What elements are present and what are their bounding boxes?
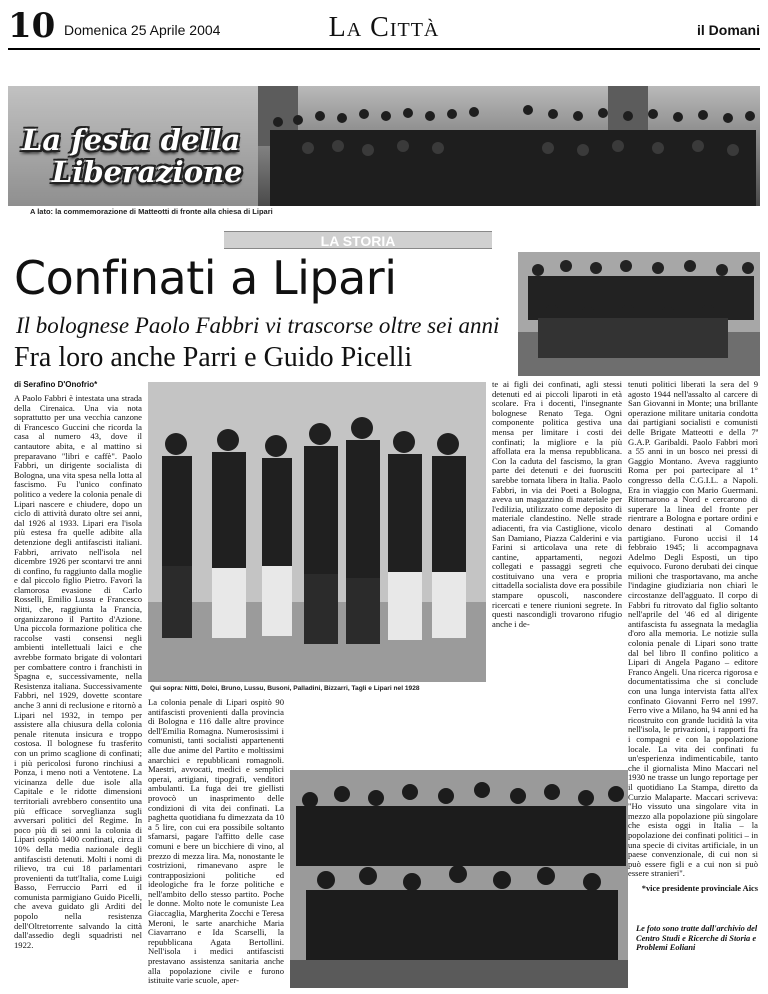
issue-date: Domenica 25 Aprile 2004 <box>64 22 221 38</box>
festa-line-1: La festa della <box>22 123 241 157</box>
article-column-1 <box>14 394 142 988</box>
column-4-text: tenuti politici liberati la sera del 9 agosto 1944 nell'assalto al carcere di San Giovanni in Monte; una brillante operazione militare unitaria condotta dai partigiani socialisti e comunisti delle Brigate Matteotti e della 7ª G.A.P. Garibaldi. Paolo Fabbri morì a 55 anni in un bosco nei pressi di Gaggio Montano. Aveva raggiunto Roma per poi partecipare al 1° congresso della C.G.I.L. a Napoli. Era in viaggio con Mario Guermani. Ritornarono a Nord e cercarono di superare la linea del fronte per rientrare a Bologna e portare ordini e denaro destinati al Comando partigiano. Furono uccisi il 14 febbraio 1945; li accompagnava Adelmo Degli Esposti, un tipo equivoco. Furono derubati dei cinque milioni che trasportavano, ma anche l'indagine giudiziaria non chiarì le circostanze dell'agguato. Il corpo di Fabbri fu ritrovato dal figlio soltanto nell'aprile del '46 ed al dirigente antifascista fu assegnata la medaglia d'oro alla memoria. Le notizie sulla colonia penale di Lipari sono tratte dal bel libro Il confino politico a Lipari di Angela Pagano – editore Franco Angeli. Una ricerca rigorosa e documentatissima che si conclude con una lunga intervista fatta all'ex confinato Giovanni Ferro nel 1997. Ferro vive a Milano, ha 94 anni ed ha ricostruito con grande lucidità la vita nell'isola, le privazioni, i rapporti fra i compagni e con la popolazione locale. La vita dei confinati fu un'esperienza indimenticabile, tanto che il giornalista Mino Maccari nel 1930 ne trasse un lungo reportage per il quotidiano La Stampa, diretto da Curzio Malaparte. Maccari scriveva: "Ho vissuto una singolare vita in mezzo alla popolazione più singolare che esista oggi in Italia – la popolazione dei confinati politici – in una specie di civitas artificiale, in un paese convenzionale, di cui non si può essere figli e a cui non si può essere stranieri". <box>628 380 758 879</box>
top-photo-caption <box>30 207 273 216</box>
newspaper-logo: il Domani <box>696 22 760 38</box>
article-column-2 <box>148 698 284 988</box>
article-headline: Fra loro anche Parri e Guido Picelli <box>14 342 413 373</box>
page-number: 10 <box>8 6 56 46</box>
large-crowd-photo-graphic <box>290 770 628 988</box>
column-3-text: te ai figli dei confinati, agli stessi detenuti ed ai piccoli liparoti in età scolare. Fra i docenti, l'insegnante bolognese Renato Tega. Ogni componente politica gestiva una mensa per limitare i costi dei confinati; la migliore e la più affollata era la mensa repubblicana. Con la caduta del fascismo, la gran parte dei detenuti e dei fuorusciti sarebbe tornata libera in Italia. Paolo Fabbri, in via dei Poeti a Bologna, aveva un magazzino di materiale per l'edilizia, utilizzato come deposito di materiale clandestino. Nelle strade adiacenti, fra via Castiglione, vicolo San Damiano, Piazza Calderini e via Farini si articolava una rete di cantine, appartamenti, negozi collegati e passaggi segreti che costituivano una vera e propria cittadella socialista dove era possibile stampare opuscoli, nascondere ricercati e tenere riunioni segrete. In questi nascondigli trovarono rifugio anche i de- <box>492 380 622 629</box>
author-signature: *vice presidente provinciale Aics <box>641 884 758 893</box>
group-photo-graphic <box>518 252 760 376</box>
standing-men-photo-graphic <box>148 382 486 682</box>
festa-line-2: Liberazione <box>52 155 243 189</box>
caption-text: la commemorazione di Matteotti di fronte alla chiesa di Lipari <box>55 207 273 216</box>
caption-prefix: A lato: <box>30 207 54 216</box>
photo-large-crowd <box>290 770 628 988</box>
article-subtitle: Il bolognese Paolo Fabbri vi trascorse oltre sei anni <box>16 313 500 338</box>
page-header <box>8 6 760 50</box>
article-column-4 <box>628 380 758 880</box>
middle-photo-caption: Qui sopra: Nitti, Dolci, Bruno, Lussu, Busoni, Palladini, Bizzarri, Tagli e Lipari nel 1928 <box>150 685 420 692</box>
photo-nitti-lussu-group-1928 <box>148 382 486 682</box>
festa-liberazione-title <box>22 124 252 188</box>
article-title: Confinati a Lipari <box>14 251 397 305</box>
photo-group-confinati <box>518 252 760 376</box>
article-column-3 <box>492 380 622 774</box>
column-2-text: La colonia penale di Lipari ospitò 90 antifascisti provenienti dalla provincia di Bologna e 116 dalle altre province dell'Emilia Romagna. Numerosissimi i comunisti, tanti socialisti appartenenti alle due anime del Partito e moltissimi anarchici e repubblicani romagnoli. Maestri, avvocati, medici e semplici operai, artigiani, tipografi, venditori ambulanti. La fuga dei tre giellisti provocò un inasprimento delle condizioni di vita dei confinati. La paghetta quotidiana fu dimezzata da 10 a 5 lire, con cui era possibile soltanto sfamarsi, pagare l'affitto delle case comuni e bere un bicchiere di vino, al prezzo di mezza lira. Ma, nonostante le costrizioni, rimanevano aspre le contrapposizioni politiche ed ideologiche fra le forze politiche e nell'ambito dello stesso partito. Poche le donne. Molto note le comuniste Lea Giaccaglia, Margherita Zocchi e Teresa Meroni, le sarte anarchiche Maria Ciavarrano e Ida Scarselli, la repubblicana Agata Bertollini. Nell'isola i medici antifascisti prestavano assistenza sanitaria anche alla popolazione civile e furono istituite varie scuole, aper- <box>148 698 284 986</box>
kicker-la-storia: LA STORIA <box>224 231 492 249</box>
article-byline: di Serafino D'Onofrio* <box>14 380 98 389</box>
column-1-text: A Paolo Fabbri è intestata una strada della Cirenaica. Una via nota soprattutto per una vecchia canzone di Francesco Guccini che ricorda la casa al numero 43, dove il cantautore abita, e al mattino si preparavano "libri e caffè". Paolo Fabbri, un dirigente socialista di Bologna, una vita spesa nella lotta al fascismo. Fu l'unico confinato politico a vedere la colonia penale di Lipari nascere e chiudere, dopo un ciclo di attività durato oltre sei anni, dal 1926 al 1933. Lipari era l'isola più estesa fra quelle adibite alla detenzione degli antifascisti italiani. Fabbri, arrivato nell'isola nel dicembre 1926 per scontarvi tre anni di confino, fu raggiunto dalla moglie e dal piccolo figlio Pietro. Favorì la clamorosa evasione di Carlo Rosselli, Emilio Lussu e Francesco Nitti, che, raggiunta la Francia, organizzarono il Partito d'Azione. Una piccola formazione politica che raccolse vasti consensi negli ambienti intellettuali laici e che avrebbe formato brigate di volontari per combattere contro i franchisti in Spagna e, successivamente, nella Resistenza italiana. Successivamente Fabbri, nel 1929, dovette scontare anche 3 anni di reclusione e ritornò a Lipari nel 1932, in tempo per assistere alla chiusura della colonia penale ritenuta insicura e troppo costosa. Il bolognese fu trasferito con un primo scaglione di confinati; i più pericolosi furono rinchiusi a Ponza, i meno noti a Ventotene. La vicinanza delle due isole alla Capitale e le ridotte dimensioni territoriali avrebbero consentito una più efficace sorveglianza sugli avversari politici del Regime. In poco più di sei anni la colonia di Lipari ospitò 1400 confinati, circa il 10% della media nazionale degli antifascisti detenuti. Molti i nomi di rilievo, tra cui 18 parlamentari provenienti da tutt'Italia, come Luigi Basso, Ferruccio Parri ed il comunista parmigiano Guido Picelli, che aveva guidato gli Arditi del popolo nella resistenza dell'Oltretorrente salvando la città dall'assedio degli squadristi nel 1922. <box>14 394 142 950</box>
photo-source-note: Le foto sono tratte dall'archivio del Centro Studi e Ricerche di Storia e Problemi Eoliani <box>636 924 758 953</box>
section-title: La Città <box>328 12 440 43</box>
